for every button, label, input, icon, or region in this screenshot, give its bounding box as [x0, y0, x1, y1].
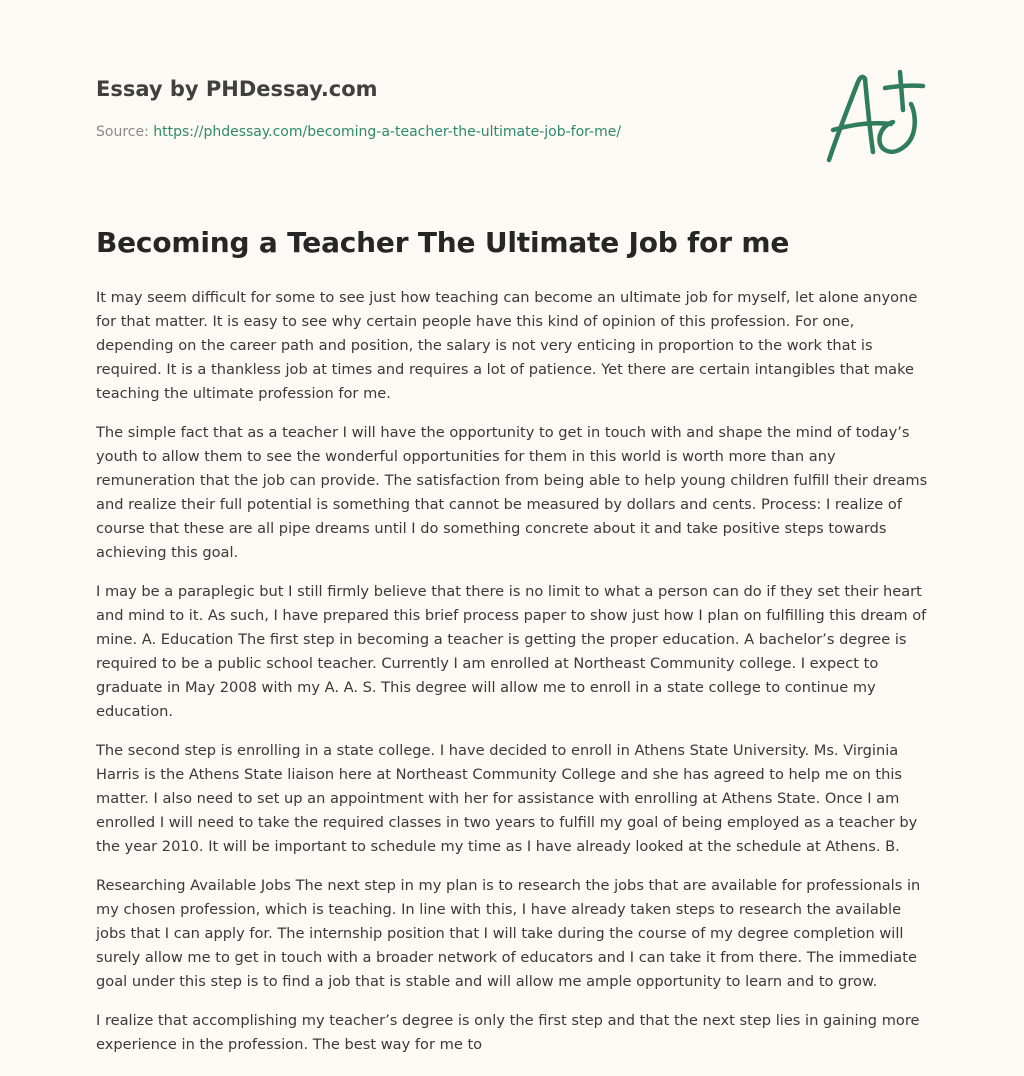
- essay-paragraph: The simple fact that as a teacher I will have the opportunity to get in touch with and shape the mind of today’s youth to allow them to see the wonderful opportunities for them in this world is worth more than any remuneration that the job can provide. The satisfaction from being able to help young children fulfill their dreams and realize their full potential is something that cannot be measured by dollars and cents. Process: I realize of course that these are all pipe dreams until I do something concrete about it and take positive steps towards achieving this goal.: [96, 424, 928, 561]
- essay-paragraph: I realize that accomplishing my teacher’s degree is only the first step and that the next step lies in gaining more experience in the profession. The best way for me to: [96, 1012, 920, 1053]
- essay-paragraph: I may be a paraplegic but I still firmly believe that there is no limit to what a person can do if they set their heart and mind to it. As such, I have prepared this brief process paper to show just how I plan on fulfilling this dream of mine. A. Education The first step in becoming a teacher is getting the proper education. A bachelor’s degree is required to be a public school teacher. Currently I am enrolled at Northeast Community college. I expect to graduate in May 2008 with my A. A. S. This degree will allow me to enroll in a state college to continue my education.: [96, 583, 927, 720]
- a-plus-logo-icon: [823, 66, 929, 166]
- source-label: Source:: [96, 124, 154, 140]
- essay-body: [96, 286, 932, 1072]
- source-line: [96, 124, 621, 140]
- essay-paragraph: It may seem difficult for some to see just how teaching can become an ultimate job for myself, let alone anyone for that matter. It is easy to see why certain people have this kind of opinion of this profession. For one, depending on the career path and position, the salary is not very enticing in proportion to the work that is required. It is a thankless job at times and requires a lot of patience. Yet there are certain intangibles that make teaching the ultimate profession for me.: [96, 289, 918, 402]
- site-title: Essay by PHDessay.com: [96, 77, 378, 101]
- essay-title: Becoming a Teacher The Ultimate Job for me: [96, 226, 790, 259]
- source-link[interactable]: https://phdessay.com/becoming-a-teacher-the-ultimate-job-for-me/: [153, 124, 622, 140]
- essay-paragraph: Researching Available Jobs The next step in my plan is to research the jobs that are available for professionals in my chosen profession, which is teaching. In line with this, I have already taken steps to research the available jobs that I can apply for. The internship position that I will take during the course of my degree completion will surely allow me to get in touch with a broader network of educators and I can take it from there. The immediate goal under this step is to find a job that is stable and will allow me ample opportunity to learn and to grow.: [96, 877, 921, 990]
- essay-paragraph: The second step is enrolling in a state college. I have decided to enroll in Athens State University. Ms. Virginia Harris is the Athens State liaison here at Northeast Community College and she has agreed to help me on this matter. I also need to set up an appointment with her for assistance with enrolling at Athens State. Once I am enrolled I will need to take the required classes in two years to fulfill my goal of being employed as a teacher by the year 2010. It will be important to schedule my time as I have already looked at the schedule at Athens. B.: [96, 742, 918, 855]
